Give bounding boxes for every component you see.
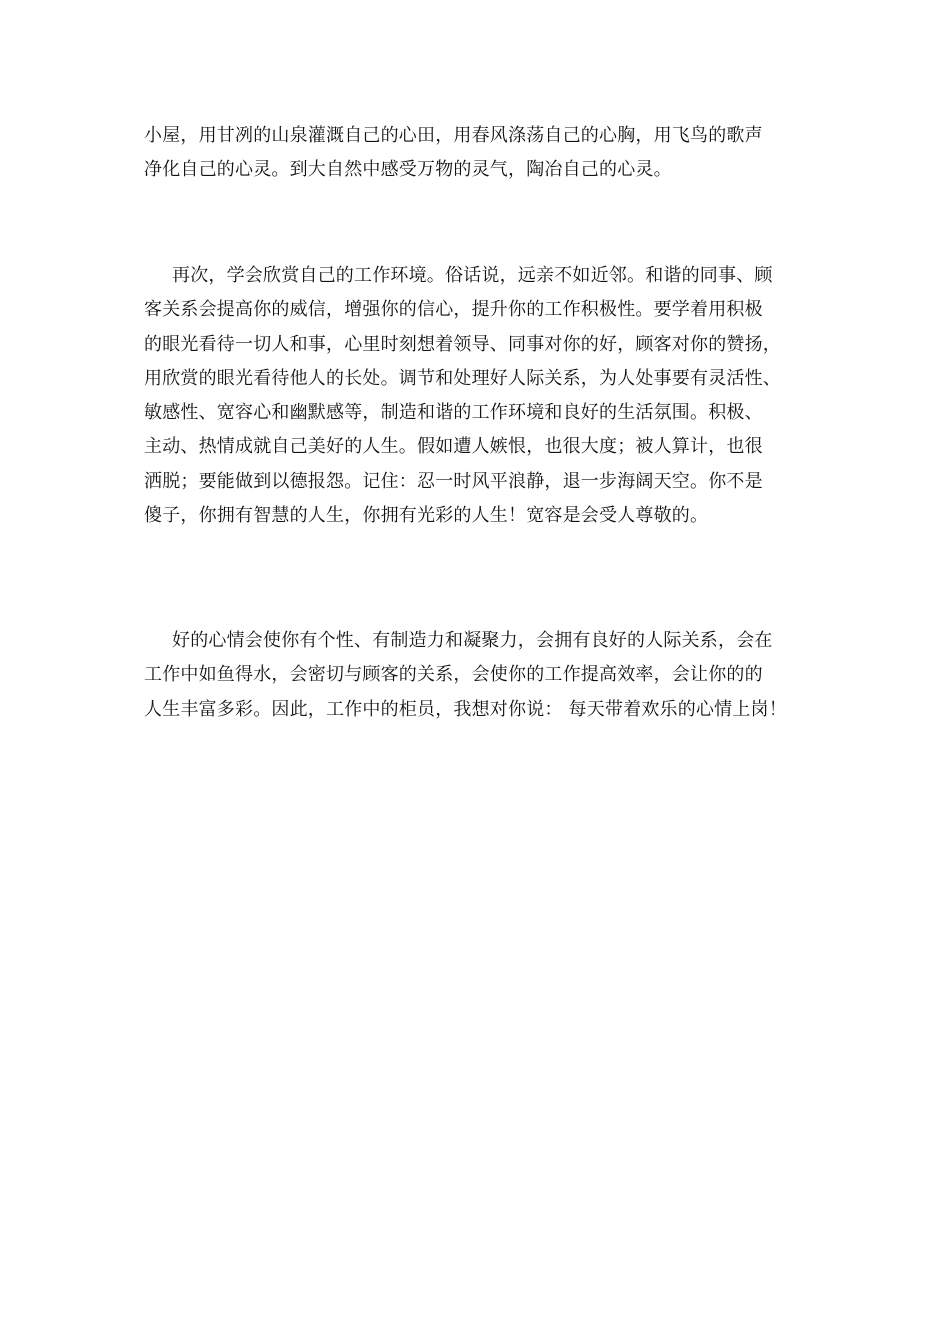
paragraph-line: 客关系会提高你的威信，增强你的信心，提升你的工作积极性。要学着用积极 [144, 299, 763, 321]
paragraph-line: 工作中如鱼得水，会密切与顾客的关系，会使你的工作提高效率，会让你的的 [144, 664, 763, 686]
paragraph-line: 的眼光看待一切人和事，心里时刻想着领导、同事对你的好，顾客对你的赞扬， [144, 333, 781, 355]
paragraph-line: 用欣赏的眼光看待他人的长处。调节和处理好人际关系，为人处事要有灵活性、 [144, 367, 781, 389]
paragraph-line: 好的心情会使你有个性、有制造力和凝聚力，会拥有良好的人际关系，会在 [172, 630, 773, 651]
paragraph-line: 再次，学会欣赏自己的工作环境。俗话说，远亲不如近邻。和谐的同事、顾 [172, 265, 773, 286]
paragraph-line: 洒脱；要能做到以德报怨。记住：忍一时风平浪静，退一步海阔天空。你不是 [144, 470, 763, 492]
paragraph-line: 净化自己的心灵。到大自然中感受万物的灵气，陶冶自己的心灵。 [144, 159, 672, 181]
paragraph-3 [144, 624, 824, 727]
paragraph-line: 小屋，用甘冽的山泉灌溉自己的心田，用春风涤荡自己的心胸，用飞鸟的歌声 [144, 125, 763, 146]
paragraph-line: 人生丰富多彩。因此，工作中的柜员，我想对你说： 每天带着欢乐的心情上岗！ [144, 698, 787, 720]
paragraph-1 [144, 119, 824, 188]
paragraph-line: 主动、热情成就自己美好的人生。假如遭人嫉恨，也很大度；被人算计，也很 [144, 436, 763, 458]
paragraph-line: 敏感性、宽容心和幽默感等，制造和谐的工作环境和良好的生活氛围。积极、 [144, 402, 763, 424]
paragraph-line: 傻子，你拥有智慧的人生，你拥有光彩的人生！宽容是会受人尊敬的。 [144, 505, 709, 527]
paragraph-2 [144, 259, 824, 533]
